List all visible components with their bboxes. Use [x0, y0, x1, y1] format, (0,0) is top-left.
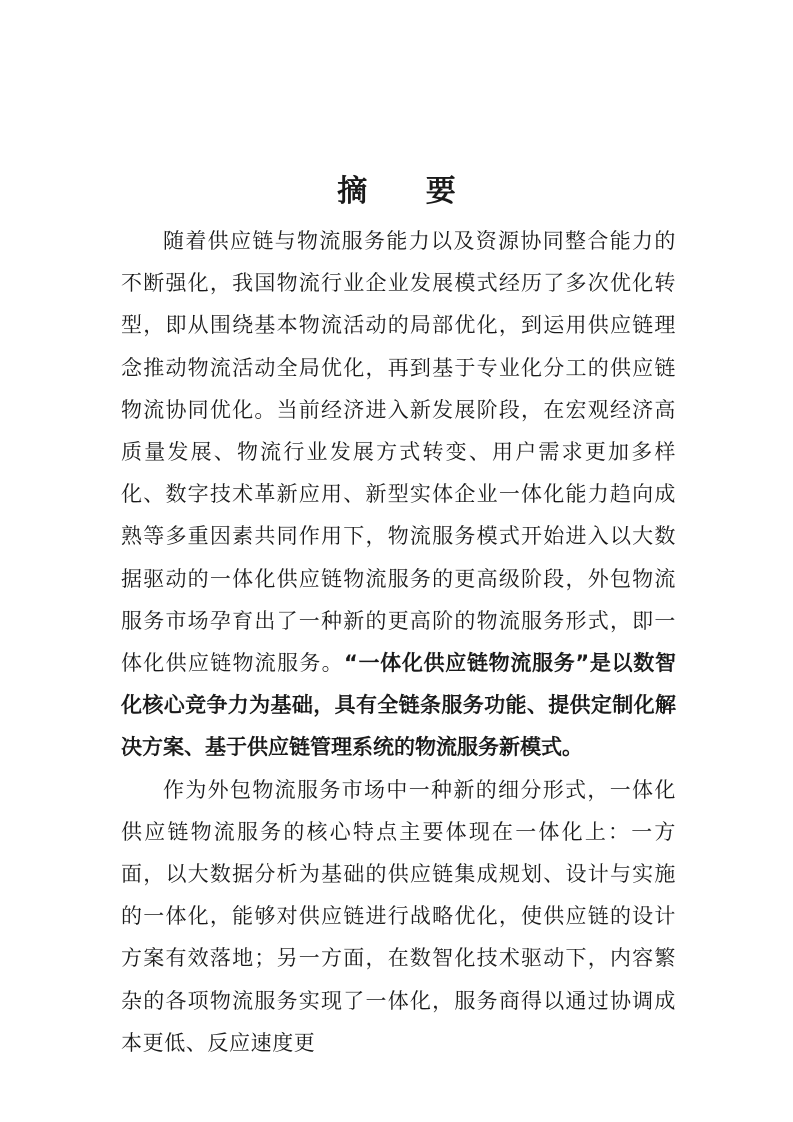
paragraph-1-text: 随着供应链与物流服务能力以及资源协同整合能力的不断强化，我国物流行业企业发展模式经历了多次优化转型，即从围绕基本物流活动的局部优化，到运用供应链理念推动物流活动全局优化，再到基于专业化分工的供应链物流协同优化。当前经济进入新发展阶段，在宏观经济高质量发展、物流行业发展方式转变、用户需求更加多样化、数字技术革新应用、新型实体企业一体化能力趋向成熟等多重因素共同作用下，物流服务模式开始进入以大数据驱动的一体化供应链物流服务的更高级阶段，外包物流服务市场孕育出了一种新的更高阶的物流服务形式，即一体化供应链物流服务。	[121, 229, 676, 676]
paragraph-1-bold-definition: “一体化供应链物流服务”是以数智化核心竞争力为基础，具有全链条服务功能、提供定制化解决方案、基于供应链管理系统的物流服务新模式。	[121, 651, 677, 760]
paragraph-2-text: 作为外包物流服务市场中一种新的细分形式，一体化供应链物流服务的核心特点主要体现在一体化上：一方面，以大数据分析为基础的供应链集成规划、设计与实施的一体化，能够对供应链进行战略优化，使供应链的设计方案有效落地；另一方面，在数智化技术驱动下，内容繁杂的各项物流服务实现了一体化，服务商得以通过协调成本更低、反应速度更	[121, 777, 676, 1055]
paragraph-2	[121, 769, 676, 1064]
abstract-body	[121, 220, 676, 1064]
paragraph-1	[121, 220, 676, 769]
page-title: 摘 要	[337, 174, 480, 210]
